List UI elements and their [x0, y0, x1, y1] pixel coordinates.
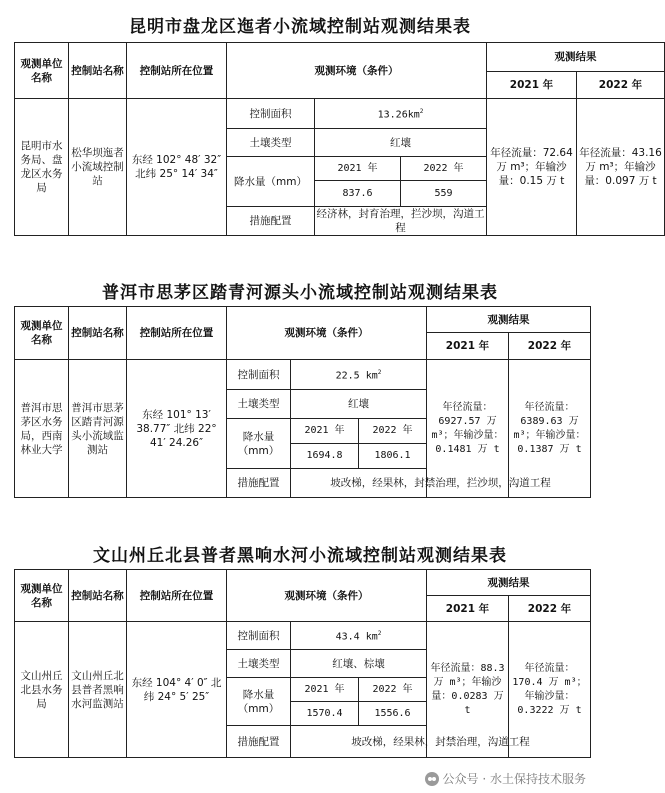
section-table-1 — [0, 0, 662, 270]
table-title: 文山州丘北县普者黑响水河小流域控制站观测结果表 — [93, 546, 507, 566]
soil-value: 红壤 — [291, 390, 427, 419]
rain-2022-value: 559 — [401, 181, 487, 207]
header-2022: 2022 年 — [509, 333, 591, 360]
area-value: 22.5 $km^2$ — [291, 360, 427, 390]
result-2022-cell: 年径流量：170.4 万 m³；年输沙量：0.3222 万 t — [509, 622, 591, 758]
soil-label: 土壤类型 — [227, 390, 291, 419]
area-value: $13.26km^2$ — [315, 99, 487, 129]
header-result: 观测结果 — [427, 307, 591, 333]
measures-label: 措施配置 — [227, 469, 291, 498]
section-table-2 — [0, 272, 600, 534]
soil-label: 土壤类型 — [227, 650, 291, 678]
rain-label: 降水量（mm） — [227, 678, 291, 726]
rain-label: 降水量（mm） — [227, 157, 315, 207]
station-cell: 普洱市思茅区踏青河源头小流域监测站 — [69, 360, 127, 498]
measures-label: 措施配置 — [227, 207, 315, 236]
header-2021: 2021 年 — [487, 72, 577, 99]
soil-value: 红壤、棕壤 — [291, 650, 427, 678]
measures-value: 坡改梯，经果林，封禁治理，沟道工程 — [291, 726, 591, 758]
watermark — [425, 770, 586, 787]
header-env: 观测环境（条件） — [227, 307, 427, 360]
rain-year-2022: 2022 年 — [359, 678, 427, 702]
watermark-text: 公众号 · 水土保持技术服务 — [442, 772, 586, 786]
rain-2021-value: 1570.4 — [291, 702, 359, 726]
header-location: 控制站所在位置 — [127, 307, 227, 360]
header-env: 观测环境（条件） — [227, 43, 487, 99]
soil-label: 土壤类型 — [227, 129, 315, 157]
measures-value: 坡改梯，经果林，封禁治理，拦沙坝，沟道工程 — [291, 469, 591, 498]
rain-year-2021: 2021 年 — [291, 678, 359, 702]
rain-year-2021: 2021 年 — [315, 157, 401, 181]
area-label: 控制面积 — [227, 360, 291, 390]
result-table — [14, 306, 591, 498]
header-station: 控制站名称 — [69, 307, 127, 360]
measures-value: 经济林，封育治理，拦沙坝，沟道工程 — [316, 208, 485, 234]
unit-cell: 普洱市思茅区水务局，西南林业大学 — [15, 360, 69, 498]
area-value: 43.4 $km^2$ — [291, 622, 427, 650]
measures-label: 措施配置 — [227, 726, 291, 758]
result-2022-cell: 年径流量：6389.63 万 m³；年输沙量：0.1387 万 t — [509, 360, 591, 498]
soil-value: 红壤 — [315, 129, 487, 157]
result-table — [14, 569, 591, 758]
result-table — [14, 42, 665, 236]
header-result: 观测结果 — [487, 43, 665, 72]
header-2022: 2022 年 — [577, 72, 665, 99]
rain-2022-value: 1806.1 — [359, 444, 427, 469]
header-2021: 2021 年 — [427, 333, 509, 360]
area-label: 控制面积 — [227, 622, 291, 650]
unit-cell: 昆明市水务局、盘龙区水务局 — [15, 99, 69, 236]
rain-2022-value: 1556.6 — [359, 702, 427, 726]
station-cell: 松华坝迤者小流域控制站 — [69, 99, 127, 236]
rain-year-2022: 2022 年 — [359, 419, 427, 444]
header-station: 控制站名称 — [69, 43, 127, 99]
area-label: 控制面积 — [227, 99, 315, 129]
result-2021-cell: 年径流量：6927.57 万 m³；年输沙量：0.1481 万 t — [427, 360, 509, 498]
header-location: 控制站所在位置 — [127, 43, 227, 99]
table-title: 昆明市盘龙区迤者小流域控制站观测结果表 — [129, 17, 471, 37]
header-location: 控制站所在位置 — [127, 570, 227, 622]
header-2022: 2022 年 — [509, 596, 591, 622]
header-station: 控制站名称 — [69, 570, 127, 622]
table-title: 普洱市思茅区踏青河源头小流域控制站观测结果表 — [102, 283, 498, 303]
header-2021: 2021 年 — [427, 596, 509, 622]
station-cell: 文山州丘北县普者黑响水河监测站 — [69, 622, 127, 758]
header-unit: 观测单位名称 — [15, 570, 69, 622]
wechat-icon — [425, 772, 439, 786]
location-cell: 东经 101° 13′ 38.77″ 北纬 22° 41′ 24.26″ — [127, 360, 227, 498]
result-2022-cell: 年径流量：43.16 万 m³；年输沙量：0.097 万 t — [577, 99, 665, 236]
rain-2021-value: 837.6 — [315, 181, 401, 207]
location-cell: 东经 102° 48′ 32″ 北纬 25° 14′ 34″ — [127, 99, 227, 236]
rain-label: 降水量（mm） — [227, 419, 291, 469]
header-unit: 观测单位名称 — [15, 307, 69, 360]
rain-2021-value: 1694.8 — [291, 444, 359, 469]
result-2021-cell: 年径流量：72.64 万 m³；年输沙量：0.15 万 t — [487, 99, 577, 236]
result-2021-cell: 年径流量：88.3 万 m³；年输沙量：0.0283 万 t — [427, 622, 509, 758]
header-env: 观测环境（条件） — [227, 570, 427, 622]
header-unit: 观测单位名称 — [15, 43, 69, 99]
rain-year-2021: 2021 年 — [291, 419, 359, 444]
header-result: 观测结果 — [427, 570, 591, 596]
rain-year-2022: 2022 年 — [401, 157, 487, 181]
unit-cell: 文山州丘北县水务局 — [15, 622, 69, 758]
location-cell: 东经 104° 4′ 0″ 北纬 24° 5′ 25″ — [127, 622, 227, 758]
section-table-3 — [0, 536, 600, 793]
